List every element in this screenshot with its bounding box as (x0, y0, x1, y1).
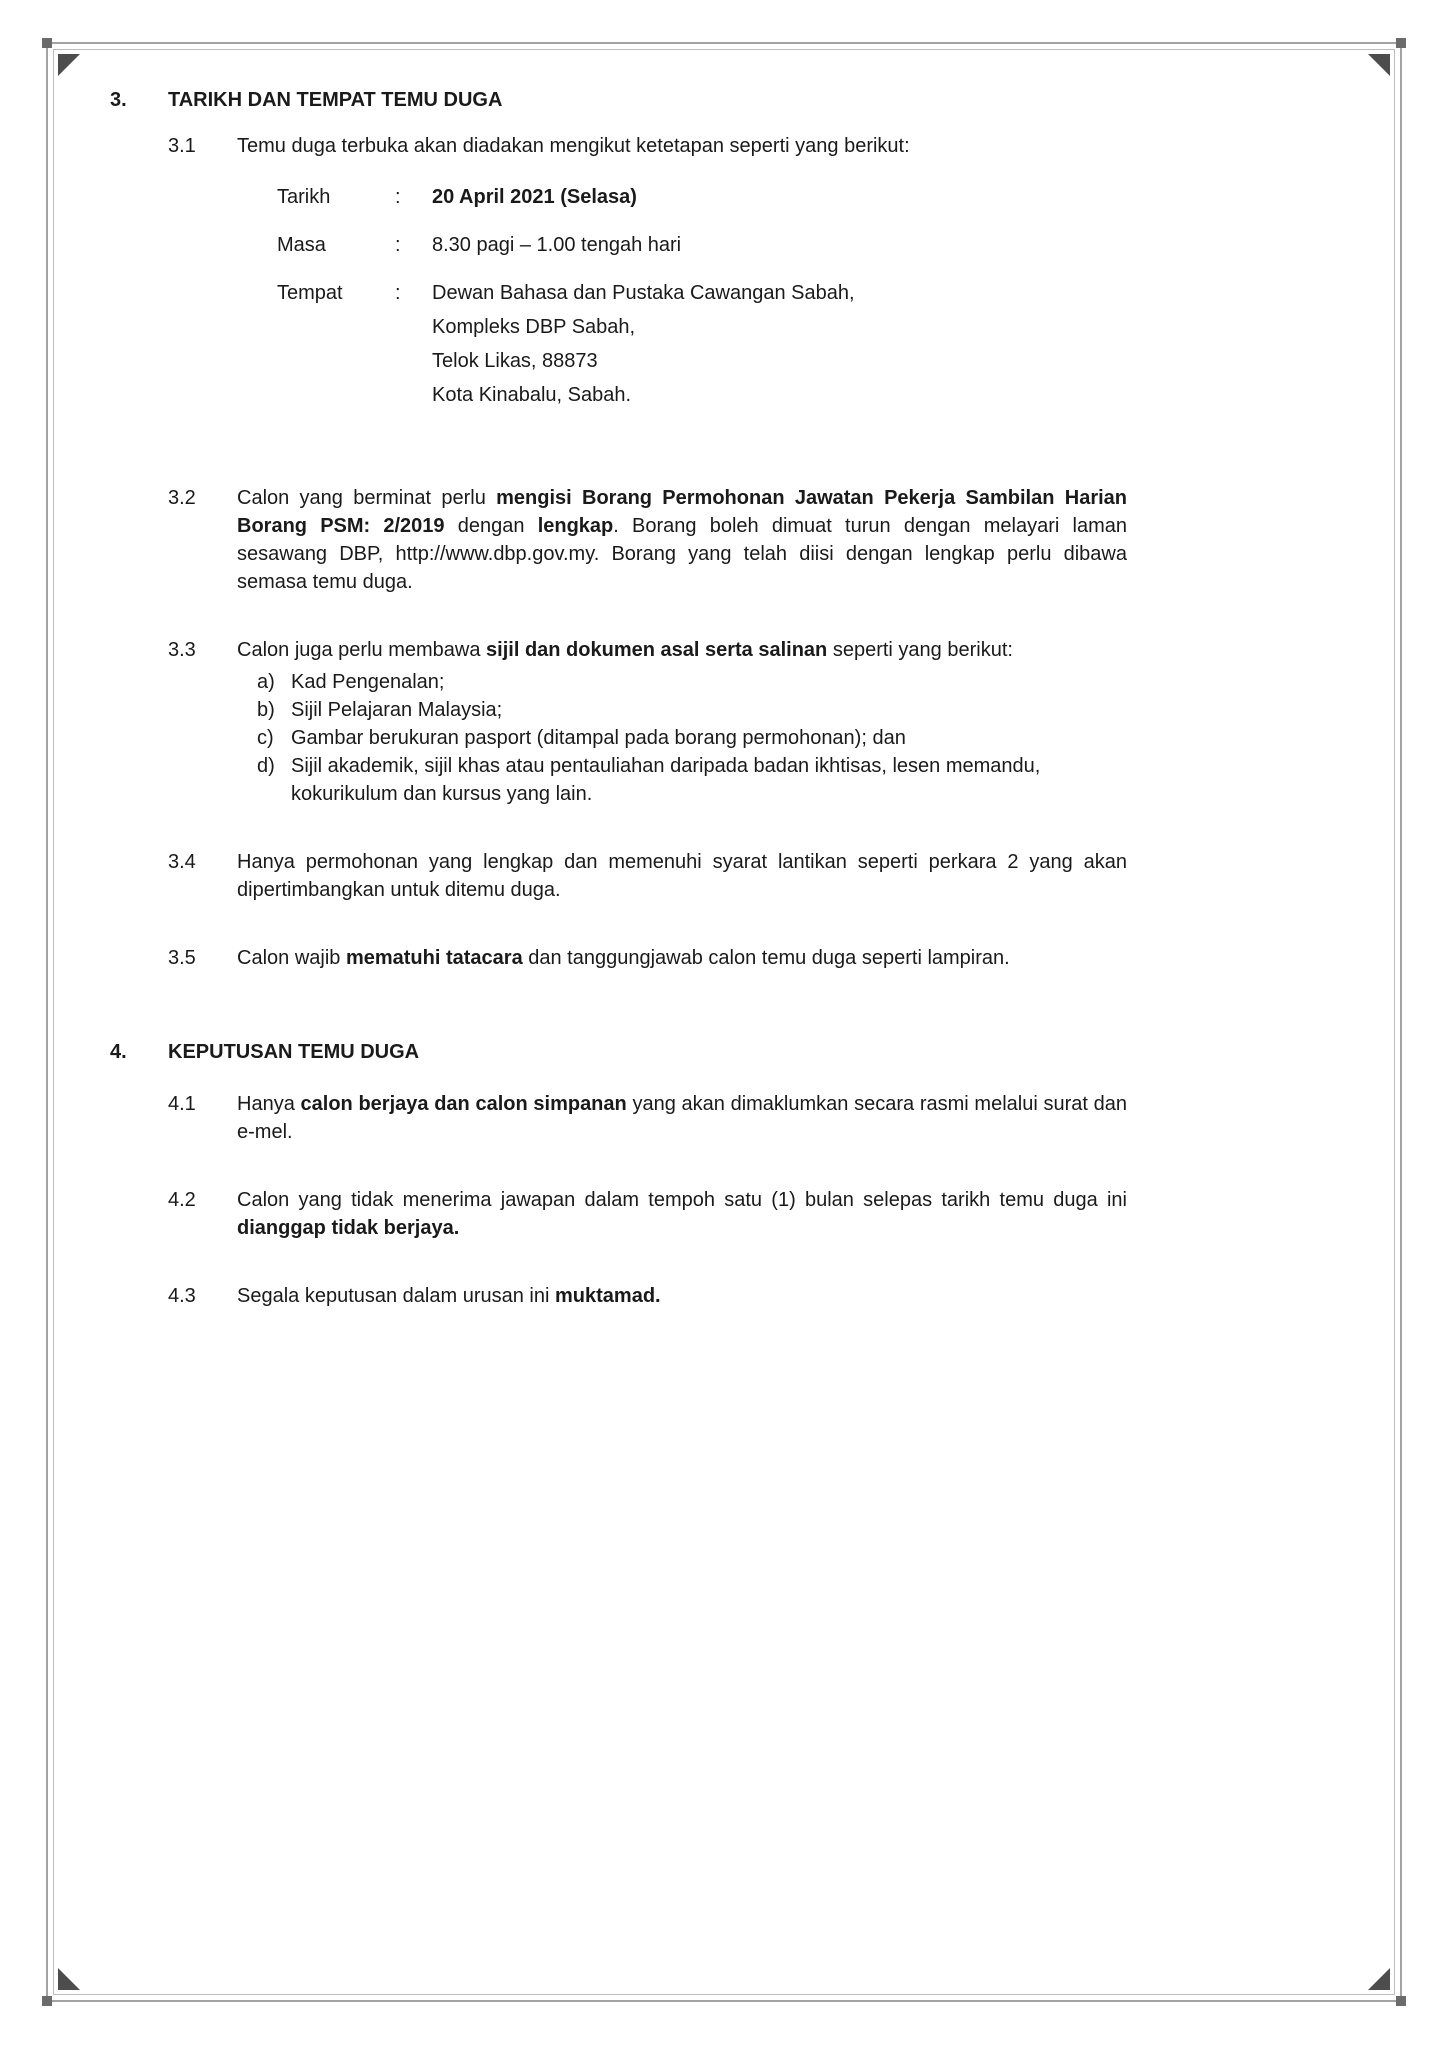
list-text: Gambar berukuran pasport (ditampal pada borang permohonan); dan (291, 727, 906, 749)
item-4-3 (168, 1282, 1127, 1310)
detail-row-masa (277, 228, 1127, 262)
text-run: sijil dan dokumen asal serta salinan (486, 639, 828, 661)
item-text (237, 848, 1127, 904)
detail-separator: : (395, 186, 401, 208)
item-text (237, 1282, 1127, 1310)
item-body (237, 1186, 1127, 1242)
item-text (237, 484, 1127, 596)
detail-separator: : (395, 234, 401, 256)
text-run: seperti yang berikut: (827, 639, 1013, 661)
address-line: Kompleks DBP Sabah, (432, 316, 636, 338)
text-run: mengisi Borang Permohonan Jawatan Pekerja Sambilan Harian Borang PSM: 2/2019 (237, 487, 1127, 537)
list-letter: b) (257, 699, 275, 721)
item-number: 3.1 (168, 135, 196, 157)
detail-separator: : (395, 282, 401, 304)
section-heading (110, 86, 1127, 114)
section-keputusan-temu-duga (110, 1038, 1127, 1310)
text-run: Segala keputusan dalam urusan ini (237, 1285, 555, 1307)
item-3-1 (168, 132, 1127, 426)
detail-value-tempat (432, 276, 1127, 412)
text-run: Calon wajib (237, 947, 346, 969)
item-text (237, 1090, 1127, 1146)
corner-square-bottom-right-icon (1396, 1996, 1406, 2006)
interview-details (277, 180, 1127, 412)
detail-value-masa: 8.30 pagi – 1.00 tengah hari (432, 234, 682, 256)
text-run: dianggap tidak berjaya. (237, 1217, 460, 1239)
section-title: KEPUTUSAN TEMU DUGA (168, 1041, 420, 1063)
detail-label: Masa (277, 234, 326, 256)
item-number: 4.2 (168, 1189, 196, 1211)
item-text (237, 944, 1127, 972)
text-run: Hanya (237, 1093, 301, 1115)
detail-label: Tempat (277, 282, 343, 304)
text-run: dengan (444, 515, 538, 537)
item-3-3 (168, 636, 1127, 808)
text-run: muktamad. (555, 1285, 661, 1307)
text-run: . Borang boleh dimuat turun dengan melayari laman sesawang DBP, http://www.dbp.gov.my. Borang yang telah diisi dengan lengkap perlu dibawa semasa temu duga. (237, 515, 1127, 593)
item-body (237, 484, 1127, 596)
list-item (257, 752, 1127, 808)
list-letter: d) (257, 755, 275, 777)
section-number: 4. (110, 1041, 127, 1063)
text-run: Calon yang tidak menerima jawapan dalam tempoh satu (1) bulan selepas tarikh temu duga ini (237, 1189, 1127, 1211)
document-content (110, 86, 1127, 1350)
text-run: Hanya permohonan yang lengkap dan memenuhi syarat lantikan seperti perkara 2 yang akan dipertimbangkan untuk ditemu duga. (237, 851, 1127, 901)
address-line: Kota Kinabalu, Sabah. (432, 384, 632, 406)
text-run: yang akan dimaklumkan secara rasmi melalui surat dan e-mel. (237, 1093, 1127, 1143)
list-item (257, 668, 1127, 696)
item-body (237, 636, 1127, 808)
item-body (237, 132, 1127, 426)
section-title: TARIKH DAN TEMPAT TEMU DUGA (168, 89, 503, 111)
address-line: Telok Likas, 88873 (432, 350, 598, 372)
item-text (237, 1186, 1127, 1242)
text-run: Calon yang berminat perlu (237, 487, 497, 509)
item-number: 3.4 (168, 851, 196, 873)
item-3-5 (168, 944, 1127, 972)
list-letter: a) (257, 671, 275, 693)
section-number: 3. (110, 89, 127, 111)
item-text: Temu duga terbuka akan diadakan mengikut ketetapan seperti yang berikut: (237, 135, 910, 157)
list-text: Sijil Pelajaran Malaysia; (291, 699, 503, 721)
item-4-2 (168, 1186, 1127, 1242)
section-tarikh-dan-tempat (110, 86, 1127, 972)
list-letter: c) (257, 727, 274, 749)
detail-row-tarikh (277, 180, 1127, 214)
section-heading (110, 1038, 1127, 1066)
list-text: Sijil akademik, sijil khas atau pentauliahan daripada badan ikhtisas, lesen memandu, kokurikulum dan kursus yang lain. (291, 755, 1041, 805)
detail-row-tempat (277, 276, 1127, 412)
corner-square-top-left-icon (42, 38, 52, 48)
list-item (257, 696, 1127, 724)
document-sublist (257, 668, 1127, 808)
text-run: Calon juga perlu membawa (237, 639, 487, 661)
address-line: Dewan Bahasa dan Pustaka Cawangan Sabah, (432, 282, 855, 304)
corner-square-top-right-icon (1396, 38, 1406, 48)
item-number: 4.3 (168, 1285, 196, 1307)
detail-label: Tarikh (277, 186, 331, 208)
list-item (257, 724, 1127, 752)
detail-value-tarikh: 20 April 2021 (Selasa) (432, 186, 637, 208)
item-number: 4.1 (168, 1093, 196, 1115)
item-body (237, 848, 1127, 904)
text-run: dan tanggungjawab calon temu duga seperti lampiran. (522, 947, 1010, 969)
item-body (237, 1090, 1127, 1146)
item-body (237, 944, 1127, 972)
item-3-2 (168, 484, 1127, 596)
text-run: mematuhi tatacara (345, 947, 523, 969)
item-body (237, 1282, 1127, 1310)
item-text (237, 636, 1127, 664)
item-number: 3.3 (168, 639, 196, 661)
text-run: calon berjaya dan calon simpanan (300, 1093, 627, 1115)
list-text: Kad Pengenalan; (291, 671, 445, 693)
item-number: 3.2 (168, 487, 196, 509)
item-number: 3.5 (168, 947, 196, 969)
corner-square-bottom-left-icon (42, 1996, 52, 2006)
item-4-1 (168, 1090, 1127, 1146)
item-3-4 (168, 848, 1127, 904)
text-run: lengkap (537, 515, 614, 537)
